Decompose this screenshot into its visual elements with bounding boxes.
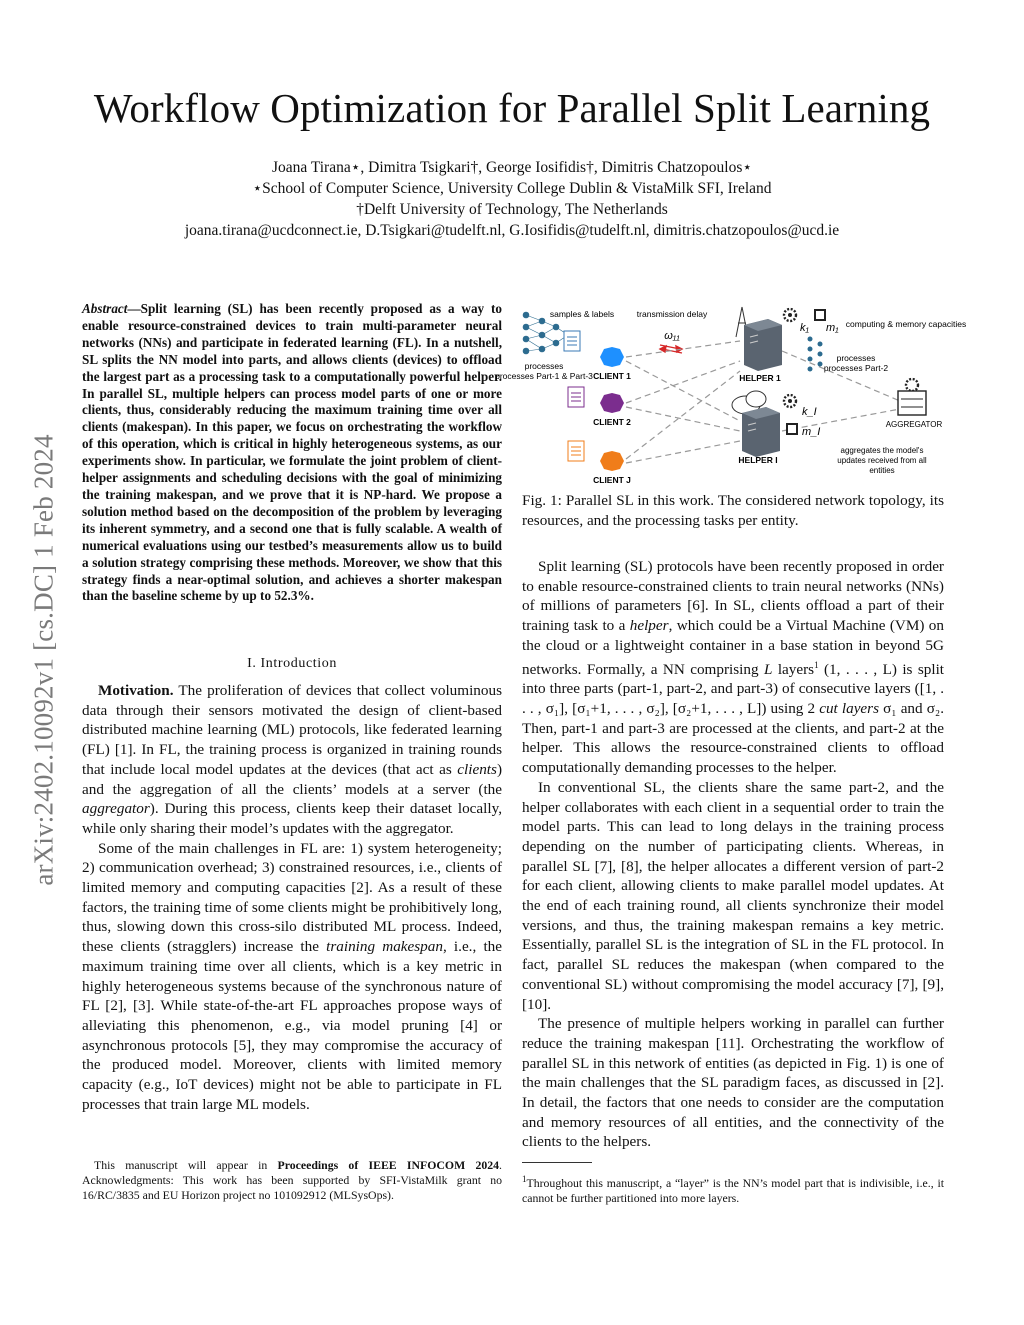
footnote-left-a: This manuscript will appear in	[94, 1158, 278, 1172]
label-mi: m_I	[802, 426, 821, 438]
label-computing-memory: computing & memory capacities	[845, 319, 967, 329]
affiliation-1: ⋆School of Computer Science, University College Dublin & VistaMilk SFI, Ireland	[252, 180, 772, 197]
label-m1: m₁	[826, 322, 839, 334]
right-paragraph-3: The presence of multiple helpers working in parallel can further reduce the training makespan [11]. Orchestrating the workflow of parallel SL in this network of entities (as depicted in Fig. 1) is one of the main challenges that the SL paradigm faces, as discussed in [2]. In detail, the factors that one needs to consider are the computation and memory resources of all entities, and the connectivity of the clients to the helpers.	[522, 1015, 944, 1151]
intro-p1-c: ). During this process, clients keep their dataset locally, while only sharing their model’s updates with the aggregator.	[82, 800, 502, 837]
right-p1-e: σ₁ and σ₂. Then, part-1 and part-3 are processed at the clients, and part-2 at the helper. This allows the resource-constrained clients to offload computationally demanding processes to the helper.	[522, 699, 945, 777]
label-processes-2a: processes	[836, 353, 876, 363]
right-p1-b: , which could be a Virtual Machine (VM) on the cloud or a lightweight container in a base station in beyond 5G networks. Formally, a NN comprising	[522, 617, 944, 678]
author-emails: joana.tirana@ucdconnect.ie, D.Tsigkari@tudelft.nl, G.Iosifidis@tudelft.nl, dimitris.chatzopoulos@ucd.ie	[184, 222, 840, 239]
footnote-left-b: . Acknowledgments: This work has been supported by SFI-VistaMilk grant no 16/RC/3835 and EU Horizon project no 101092912 (MLSysOps).	[82, 1158, 502, 1202]
right-paragraph-2: In conventional SL, the clients share the same part-2, and the helper collaborates with each client in a sequential order to train the model parts. This can lead to long delays in the training process depending on the number of participating clients. Whereas, in parallel SL [7], [8], the helper allocates a different version of part-2 for each client, allowing clients to make parallel model updates. At the end of each training round, all clients synchronize their model versions, and thus, the training makespan remains a key metric. Essentially, parallel SL is the integration of SL in the FL protocol. In fact, parallel SL reduces the makespan (when compared to the conventional SL) without compromising the model accuracy [7], [9], [10].	[522, 778, 944, 1013]
intro-p1-a: The proliferation of devices that collect voluminous data through their sensors motivated the design of client-based distributed machine learning (ML) protocols, like federated learning (FL) [1]. In FL, the training process is organized in training rounds that include local model updates at the devices (that act as	[82, 682, 502, 778]
label-processes-13: processes Part-1 & Part-3	[495, 371, 593, 381]
label-omega: ω₁₁	[664, 330, 680, 342]
right-column-text	[522, 557, 944, 1152]
intro-p1-b: ) and the aggregation of all the clients’ models at a server (the	[82, 760, 502, 798]
arxiv-identifier	[14, 360, 74, 960]
label-ki: k_I	[802, 406, 817, 418]
right-p1-c: layers	[772, 660, 815, 678]
footnote-manuscript	[82, 1158, 502, 1203]
gear-icon	[784, 395, 796, 407]
chip-icon	[786, 423, 798, 435]
label-client-2: CLIENT 2	[593, 417, 631, 427]
document-icon	[564, 331, 580, 351]
abstract	[82, 301, 502, 605]
label-transmission: transmission delay	[636, 309, 708, 319]
label-client-j: CLIENT J	[593, 475, 631, 485]
intro-paragraph-1	[82, 681, 502, 839]
label-processes-2: processes Part-2	[823, 363, 889, 373]
section-heading: I. Introduction	[247, 656, 337, 671]
right-p1-L: L	[763, 660, 773, 678]
motivation-label: Motivation.	[98, 682, 174, 699]
client-j-icon	[600, 451, 624, 471]
label-aggregates-3: entities	[869, 466, 895, 475]
intro-p2-a: Some of the main challenges in FL are: 1) system heterogeneity; 2) communication overhead; 3) constrained resources, i.e., clients of limited memory and computing capacities [2]. As a result of these factors, the training time of some clients might be prohibitively long, thus, slowing down this cross-silo distributed ML process. Indeed, these clients (stragglers) increase the	[82, 839, 502, 956]
document-icon	[568, 441, 584, 461]
footnote-venue: Proceedings of IEEE INFOCOM 2024	[277, 1158, 500, 1172]
arxiv-id-text: arXiv:2402.10092v1 [cs.DC] 1 Feb 2024	[28, 434, 59, 886]
footnote-layer	[522, 1172, 944, 1206]
author-list: Joana Tirana⋆, Dimitra Tsigkari†, George Iosifidis†, Dimitris Chatzopoulos⋆	[271, 159, 753, 176]
footnote-mark: 1	[814, 659, 819, 670]
label-helper-1: HELPER 1	[739, 373, 781, 383]
footnote-right-mark: 1	[522, 1174, 527, 1184]
figure-1-diagram	[495, 301, 967, 485]
neural-network-small-icon	[808, 337, 823, 372]
helper-1-server-icon	[744, 319, 782, 371]
label-samples: samples & labels	[549, 309, 615, 319]
abstract-lead: Abstract	[82, 301, 128, 316]
client-1-icon	[600, 347, 624, 367]
label-client-1: CLIENT 1	[593, 371, 631, 381]
intro-p2-b: , i.e., the maximum training time over all clients, which is a key metric in highly heterogeneous systems because of the synchronous nature of FL [2], [3]. While state-of-the-art FL approaches propose ways of alleviating this phenomenon, e.g., via model pruning [4] or asynchronous protocols [5], they may compromise the accuracy of the produced model. Moreover, clients with limited memory capacity (e.g., IoT devices) might not be able to participate in FL processes that train large ML models.	[82, 938, 502, 1113]
document-icon	[568, 387, 584, 407]
gear-icon	[784, 309, 796, 321]
paper-title: Workflow Optimization for Parallel Split Learning	[93, 85, 931, 131]
right-paragraph-1	[522, 557, 944, 778]
aggregator-icon	[898, 379, 926, 415]
right-p1-helper: helper	[629, 617, 669, 635]
label-processes-13a: processes	[524, 361, 564, 371]
intro-text	[82, 681, 502, 1114]
figure-caption: Fig. 1: Parallel SL in this work. The considered network topology, its resources, and the processing tasks per entity.	[522, 492, 944, 529]
affiliation-2: †Delft University of Technology, The Netherlands	[356, 201, 668, 218]
label-aggregator: AGGREGATOR	[885, 420, 943, 429]
intro-p1-aggregator: aggregator	[82, 800, 150, 818]
right-p1-cut: cut layers	[819, 699, 879, 717]
chip-icon	[814, 309, 826, 321]
figure-1	[495, 301, 967, 485]
helper-i-server-icon	[742, 407, 780, 457]
intro-p2-makespan: training makespan	[326, 938, 443, 956]
label-helper-i: HELPER I	[738, 455, 778, 465]
intro-p1-clients: clients	[457, 760, 497, 778]
label-aggregates-1: aggregates the model's	[840, 446, 924, 455]
client-2-icon	[600, 393, 624, 413]
abstract-text: —Split learning (SL) has been recently proposed as a way to enable resource-constrained devices to train multi-parameter neural networks (NNs) and participate in federated learning (FL). In a nutshell, SL splits the NN model into parts, and allows clients (devices) to offload the largest part as a processing task to a computationally powerful helper. In parallel SL, multiple helpers can process model parts of one or more clients, thus, considerably reducing the maximum training time over all clients (makespan). In this paper, we focus on orchestrating the workflow of this operation, which is critical in highly heterogeneous systems, as our experiments show. In particular, we formulate the joint problem of client-helper assignments and scheduling decisions with the goal of minimizing the training makespan, and we prove that it is NP-hard. We propose a solution method based on the decomposition of the problem by leveraging its inherent symmetry, and a second one that is fully scalable. A wealth of numerical evaluations using our testbed’s measurements allow us to build a solution strategy comprising these methods. Moreover, we show that this strategy finds a near-optimal solution, and achieves a shorter makespan than the baseline scheme by up to 52.3%.	[82, 301, 502, 604]
right-p1-d: (1, . . . , L) is split into three parts (part-1, part-2, and part-3) of consecutive layers ([1, . . . , σ₁], [σ₁+1, . . . , σ₂], [σ₂+1, . . . , L]) using 2	[522, 660, 945, 717]
label-aggregates-2: updates received from all	[837, 456, 927, 465]
footnote-rule	[522, 1162, 592, 1163]
intro-paragraph-2	[82, 839, 502, 1115]
label-k1: k₁	[800, 322, 809, 334]
right-p1-a: Split learning (SL) protocols have been recently proposed in order to enable resource-constrained clients to train neural networks (NNs) of millions of parameters [6]. In SL, clients offload a part of their training task to a	[522, 558, 944, 635]
footnote-right-text: Throughout this manuscript, a “layer” is the NN’s model part that is indivisible, i.e., it cannot be further partitioned into more layers.	[522, 1175, 944, 1205]
